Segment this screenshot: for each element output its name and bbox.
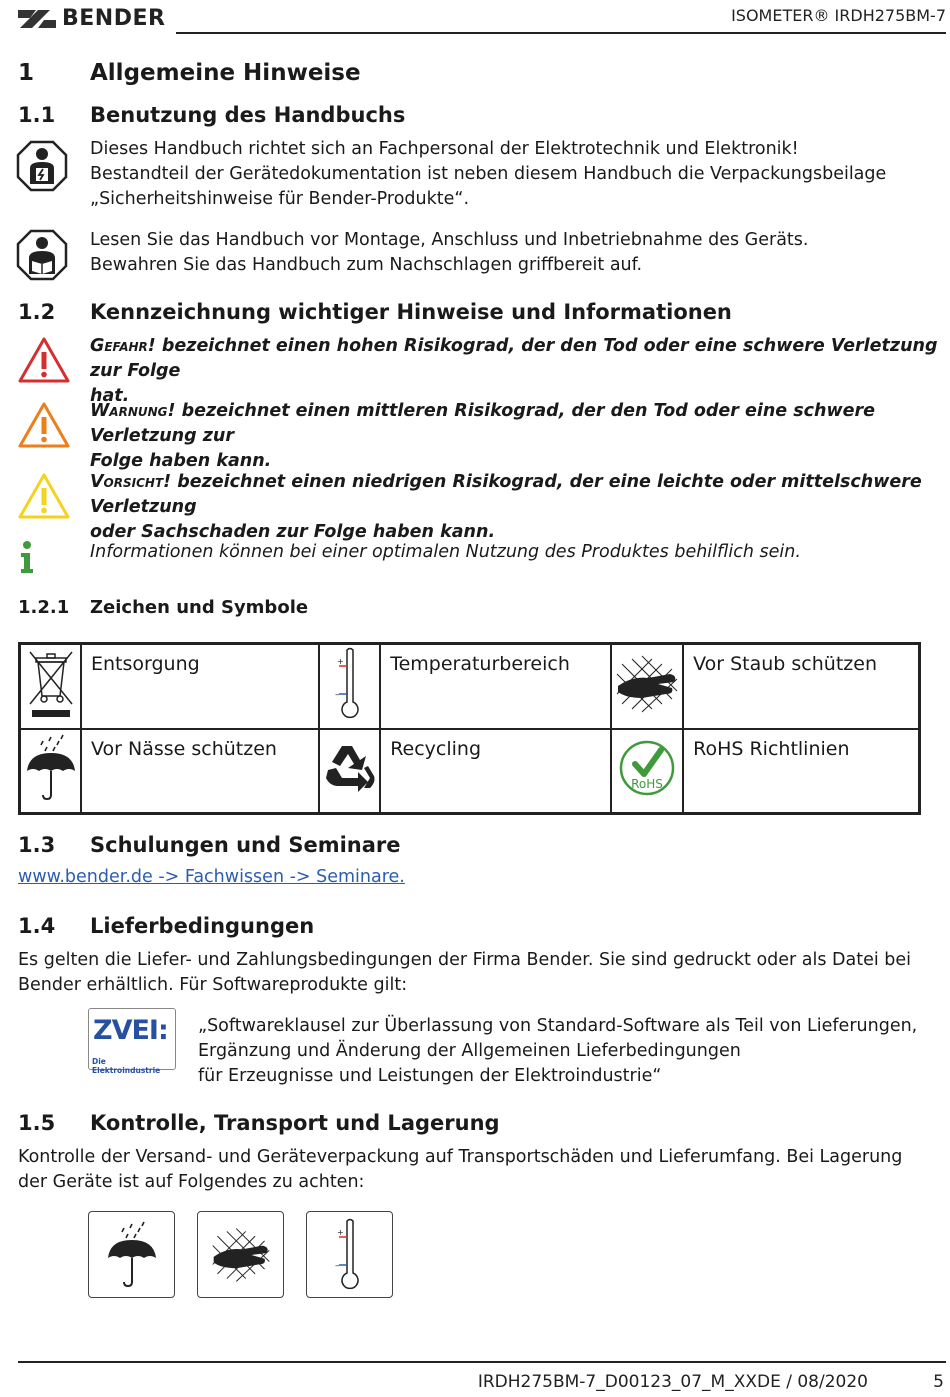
bender-logo-icon (18, 8, 56, 30)
text-line: Bender erhältlich. Für Softwareprodukte gilt: (18, 975, 408, 995)
storage-icon-box (88, 1211, 175, 1298)
symbol-label: Temperaturbereich (380, 644, 611, 729)
info-notice: Informationen können bei einer optimalen Nutzung des Produktes behilflich sein. (90, 542, 801, 562)
section-number: 1.2.1 (18, 597, 70, 618)
text-line: Folge haben kann. (90, 451, 272, 471)
info-icon (18, 540, 36, 574)
section-number: 1.2 (18, 300, 56, 324)
software-clause-quote (198, 1014, 917, 1089)
text-line: „Softwareklausel zur Überlassung von Standard-Software als Teil von Lieferungen, (198, 1016, 918, 1036)
text-line: Lesen Sie das Handbuch vor Montage, Anschluss und Inbetriebnahme des Geräts. (90, 230, 809, 250)
section-1-2-heading (0, 300, 950, 328)
text-line: Es gelten die Liefer- und Zahlungsbedingungen der Firma Bender. Sie sind gedruckt oder als Datei bei (18, 950, 912, 970)
symbol-icon-cell (319, 644, 380, 729)
text-line: Bewahren Sie das Handbuch zum Nachschlagen griffbereit auf. (90, 255, 643, 275)
section-title: Kontrolle, Transport und Lagerung (90, 1111, 500, 1135)
text-line: Bestandteil der Gerätedokumentation ist neben diesem Handbuch die Verpackungsbeilage (90, 164, 887, 184)
zvei-logo-text: ZVEI: (93, 1015, 168, 1046)
caution-word: Vorsicht! (90, 472, 172, 492)
section-number: 1.3 (18, 833, 56, 857)
section-number: 1 (18, 60, 35, 86)
danger-triangle-icon (17, 336, 71, 384)
section-1-5-heading (0, 1111, 950, 1139)
umbrella-rain-icon (99, 1220, 165, 1290)
section-1-4-heading (0, 914, 950, 942)
section-number: 1.5 (18, 1111, 56, 1135)
page-number: 5 (933, 1372, 944, 1392)
footer-doc-id: IRDH275BM-7_D00123_07_M_XXDE / 08/2020 (477, 1372, 868, 1392)
section-title: Kennzeichnung wichtiger Hinweise und Informationen (90, 300, 732, 324)
symbol-icon-cell (611, 644, 683, 729)
symbol-label: Vor Nässe schützen (81, 729, 319, 814)
symbol-label: Recycling (380, 729, 611, 814)
symbol-icon-cell (20, 729, 82, 814)
svg-text:+: + (336, 656, 344, 666)
wheelie-bin-crossed-icon (26, 648, 76, 720)
svg-text:+: + (336, 1227, 344, 1237)
rohs-icon (617, 738, 677, 798)
svg-text:–: – (334, 689, 340, 700)
section-1-3-heading (0, 833, 950, 861)
text-line: „Sicherheitshinweise für Bender-Produkte“. (90, 189, 470, 209)
symbol-icon-cell (319, 729, 380, 814)
symbols-table (18, 642, 921, 815)
seminars-link[interactable]: www.bender.de -> Fachwissen -> Seminare. (18, 867, 405, 887)
usage-paragraph-1 (90, 137, 886, 212)
symbol-label: Entsorgung (81, 644, 319, 729)
symbol-label: Vor Staub schützen (683, 644, 919, 729)
section-title: Lieferbedingungen (90, 914, 315, 938)
dust-hand-icon (208, 1226, 274, 1284)
caution-notice (90, 470, 950, 545)
dust-hand-icon (612, 654, 682, 714)
symbol-icon-cell (611, 729, 683, 814)
thermometer-icon (334, 1217, 366, 1293)
header-rule (176, 32, 946, 34)
read-manual-icon (16, 229, 68, 281)
text-line: Dieses Handbuch richtet sich an Fachpersonal der Elektrotechnik und Elektronik! (90, 139, 799, 159)
text-line: der Geräte ist auf Folgendes zu achten: (18, 1172, 365, 1192)
warning-triangle-icon (17, 401, 71, 449)
warning-notice (90, 399, 950, 474)
section-number: 1.4 (18, 914, 56, 938)
section-title: Zeichen und Symbole (90, 597, 309, 618)
section-number: 1.1 (18, 103, 56, 127)
caution-triangle-icon (17, 472, 71, 520)
text-line: bezeichnet einen mittleren Risikograd, der den Tod oder eine schwere Verletzung zur (90, 401, 876, 446)
section-title: Benutzung des Handbuchs (90, 103, 406, 127)
text-line: hat. (90, 386, 130, 406)
recycling-icon (322, 742, 378, 794)
warning-word: Warnung! (90, 401, 176, 421)
storage-paragraph (18, 1145, 902, 1195)
symbol-label: RoHS Richtlinien (683, 729, 919, 814)
section-1-1-heading (0, 103, 950, 131)
text-line: für Erzeugnisse und Leistungen der Elektroindustrie“ (198, 1066, 662, 1086)
section-title: Allgemeine Hinweise (90, 60, 361, 86)
doc-title: ISOMETER® IRDH275BM-7 (731, 6, 946, 25)
text-line: Ergänzung und Änderung der Allgemeinen Lieferbedingungen (198, 1041, 741, 1061)
zvei-logo (88, 1008, 176, 1075)
danger-word: Gefahr! (90, 336, 156, 356)
qualified-person-icon (16, 140, 68, 192)
symbol-icon-cell (20, 644, 82, 729)
bender-logo (18, 6, 165, 31)
svg-text:–: – (334, 1260, 339, 1271)
danger-notice (90, 334, 950, 409)
section-1-heading (0, 60, 950, 90)
delivery-paragraph (18, 948, 911, 998)
umbrella-rain-icon (23, 733, 79, 803)
section-1-2-1-heading (0, 597, 950, 621)
section-title: Schulungen und Seminare (90, 833, 401, 857)
text-line: oder Sachschaden zur Folge haben kann. (90, 522, 496, 542)
text-line: Kontrolle der Versand- und Geräteverpackung auf Transportschäden und Lieferumfang. Bei Lagerung (18, 1147, 903, 1167)
thermometer-icon (335, 646, 365, 722)
storage-icon-box (306, 1211, 393, 1298)
rohs-text: RoHS (631, 777, 663, 792)
usage-paragraph-2 (90, 228, 808, 278)
logo-text: BENDER (62, 6, 166, 31)
zvei-logo-subtext: Die Elektroindustrie (92, 1057, 161, 1075)
storage-icon-box (197, 1211, 284, 1298)
text-line: bezeichnet einen hohen Risikograd, der den Tod oder eine schwere Verletzung zur Folge (90, 336, 938, 381)
text-line: bezeichnet einen niedrigen Risikograd, der eine leichte oder mittelschwere Verletzung (90, 472, 922, 517)
footer-rule (18, 1361, 946, 1363)
